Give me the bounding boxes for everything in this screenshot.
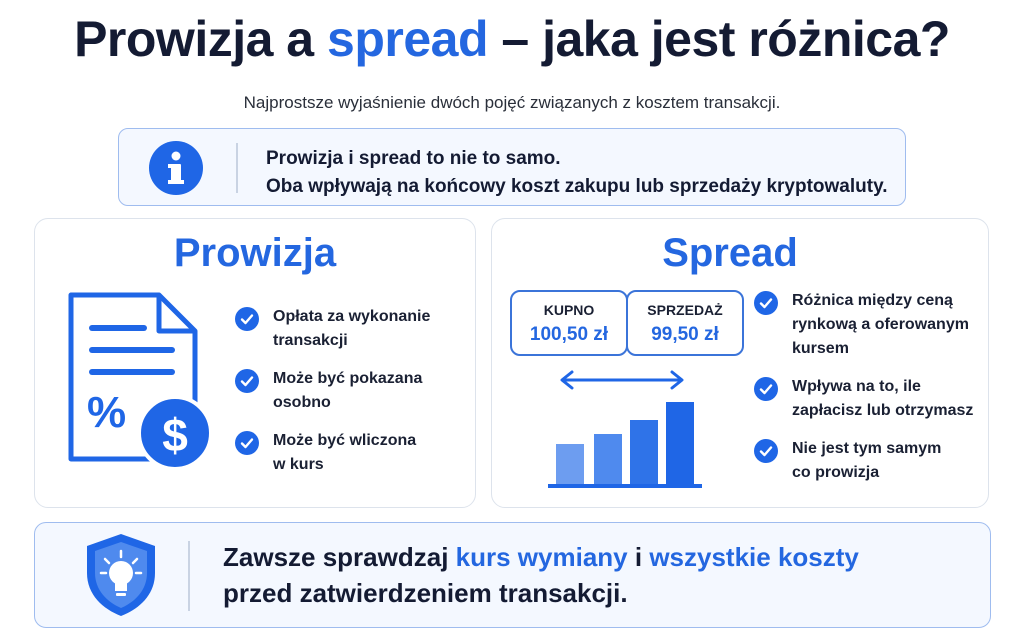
bullet-text: Wpływa na to, ile zapłacisz lub otrzymasz bbox=[792, 378, 974, 419]
bullet-text: Może być pokazana osobno bbox=[273, 370, 423, 411]
commission-bullet-list bbox=[235, 305, 430, 491]
svg-text:$: $ bbox=[162, 409, 188, 461]
buy-label: KUPNO bbox=[543, 302, 595, 318]
list-item bbox=[235, 367, 430, 415]
info-text bbox=[266, 145, 888, 201]
shield-lightbulb-icon bbox=[83, 531, 159, 619]
document-percent-dollar-icon bbox=[63, 289, 223, 479]
title-part1: Prowizja a bbox=[74, 11, 328, 67]
commission-title: Prowizja bbox=[173, 231, 337, 275]
info-banner bbox=[118, 128, 906, 206]
check-icon bbox=[754, 377, 778, 401]
tip-part2: i bbox=[627, 542, 650, 572]
check-icon bbox=[235, 369, 259, 393]
spread-title: Spread bbox=[662, 231, 798, 275]
svg-text:%: % bbox=[87, 388, 127, 437]
sell-price-box bbox=[626, 290, 744, 356]
check-icon bbox=[235, 431, 259, 455]
info-line-1: Prowizja i spread to nie to samo. bbox=[266, 148, 561, 169]
list-item bbox=[754, 289, 973, 361]
list-item bbox=[754, 437, 973, 485]
tip-part1: Zawsze sprawdzaj bbox=[223, 542, 456, 572]
buy-price-box bbox=[510, 290, 628, 356]
bullet-text: Opłata za wykonanie transakcji bbox=[273, 308, 431, 349]
list-item bbox=[235, 429, 430, 477]
spread-bullet-list bbox=[754, 289, 973, 499]
page-subtitle: Najprostsze wyjaśnienie dwóch pojęć związanych z kosztem transakcji. bbox=[243, 93, 781, 112]
list-item bbox=[235, 305, 430, 353]
sell-label: SPRZEDAŻ bbox=[647, 302, 723, 318]
bullet-text: Nie jest tym samym co prowizja bbox=[792, 440, 942, 481]
tip-banner bbox=[34, 522, 991, 628]
commission-card bbox=[34, 218, 476, 508]
tip-text bbox=[223, 539, 859, 611]
bullet-text: Różnica między ceną rynkową a oferowanym kursem bbox=[792, 292, 969, 357]
title-part2: – jaka jest różnica? bbox=[487, 11, 950, 67]
list-item bbox=[754, 375, 973, 423]
tip-line-2: przed zatwierdzeniem transakcji. bbox=[223, 578, 628, 608]
bar-chart-icon bbox=[542, 364, 742, 494]
buy-value: 100,50 zł bbox=[529, 324, 609, 345]
check-icon bbox=[754, 439, 778, 463]
info-line-2: Oba wpływają na końcowy koszt zakupu lub sprzedaży kryptowaluty. bbox=[266, 176, 888, 197]
tip-divider bbox=[188, 541, 190, 611]
tip-highlight-costs: wszystkie koszty bbox=[649, 542, 859, 572]
info-icon bbox=[149, 141, 203, 195]
page-title bbox=[0, 10, 1024, 68]
sell-value: 99,50 zł bbox=[651, 324, 719, 345]
check-icon bbox=[754, 291, 778, 315]
title-accent: spread bbox=[327, 11, 488, 67]
bullet-text: Może być wliczona w kurs bbox=[273, 432, 417, 473]
tip-highlight-rate: kurs wymiany bbox=[455, 542, 628, 572]
info-divider bbox=[236, 143, 238, 193]
spread-card bbox=[491, 218, 989, 508]
check-icon bbox=[235, 307, 259, 331]
tip-line-1 bbox=[223, 539, 859, 575]
